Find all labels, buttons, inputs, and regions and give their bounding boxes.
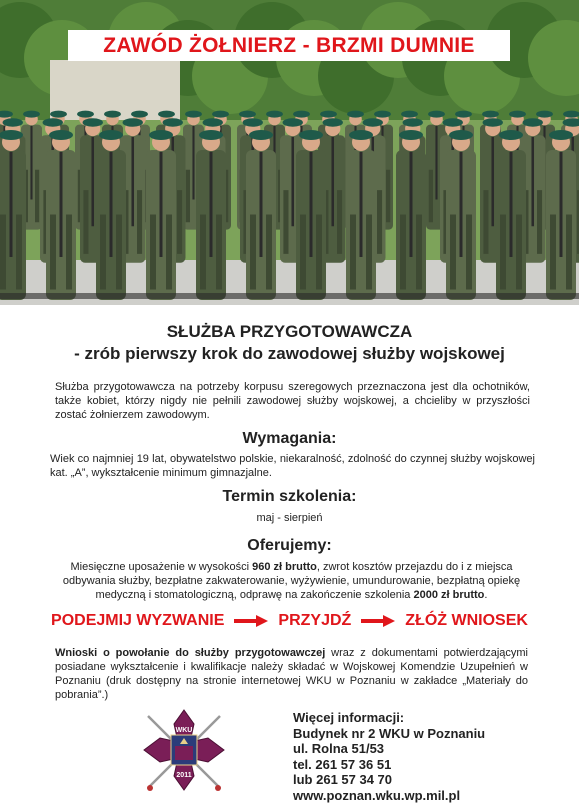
soldier-leg: [186, 170, 190, 223]
soldier-beret: [349, 130, 373, 140]
soldier-beret: [249, 130, 273, 140]
soldier-leg: [366, 215, 372, 290]
title-banner: [68, 30, 510, 61]
application-rest: wraz z dokumentami potwierdzającymi posiadane wykształcenie i kwalifikacje należy składać w Wojskowej Komendzie Uzupełnień w Poznaniu (druk dostępny na stronie internetowej WKU w Poznaniu w zakładce „Materiały do pobrania”.): [55, 647, 528, 701]
soldier-leg: [429, 170, 433, 223]
cta-step-3: ZŁÓŻ WNIOSEK: [405, 612, 528, 630]
service-subtitle: - zrób pierwszy krok do zawodowej służby wojskowej: [0, 344, 579, 364]
soldier-beret: [3, 118, 23, 127]
cta-step-1: PODEJMIJ WYZWANIE: [51, 612, 224, 630]
soldier-beret: [323, 118, 343, 127]
soldier-beret: [299, 130, 323, 140]
soldier-beret: [443, 118, 463, 127]
soldier-leg: [537, 190, 542, 254]
soldier-leg: [516, 215, 522, 290]
cta-step-2: PRZYJDŹ: [278, 612, 351, 630]
rifle: [210, 152, 213, 257]
soldier-leg: [100, 215, 106, 290]
soldier-leg: [483, 190, 488, 254]
offer-text: [60, 560, 523, 602]
rifle: [30, 126, 32, 200]
soldier-leg: [150, 215, 156, 290]
soldier-leg: [550, 215, 556, 290]
soldier-leg: [66, 215, 72, 290]
rifle: [91, 137, 94, 226]
soldier-beret: [243, 118, 263, 127]
soldier-leg: [0, 215, 6, 290]
soldier-beret: [239, 111, 256, 118]
soldier-beret: [320, 111, 337, 118]
soldier-beret: [401, 111, 418, 118]
soldier-leg: [566, 215, 572, 290]
offer-heading: Oferujemy:: [0, 537, 579, 555]
soldier-leg: [283, 190, 288, 254]
soldier-beret: [509, 111, 526, 118]
soldier-beret: [212, 111, 229, 118]
soldier-leg: [500, 215, 506, 290]
emblem-year: 2011: [176, 772, 191, 779]
service-title: SŁUŻBA PRZYGOTOWAWCZA: [0, 322, 579, 342]
arrow-right-icon: [361, 615, 395, 627]
soldier-leg: [177, 190, 182, 254]
offer-severance: 2000 zł brutto: [413, 589, 484, 601]
soldier-beret: [99, 130, 123, 140]
soldier-leg: [466, 215, 472, 290]
application-text: [55, 646, 528, 702]
soldier-leg: [377, 190, 382, 254]
soldier-leg: [216, 215, 222, 290]
soldier-leg: [116, 215, 122, 290]
soldier-beret: [199, 130, 223, 140]
soldier-leg: [386, 170, 390, 223]
arrow-right-icon: [234, 615, 268, 627]
soldier-leg: [350, 215, 356, 290]
soldier-beret: [163, 118, 183, 127]
rifle: [560, 152, 563, 257]
soldier-leg: [450, 215, 456, 290]
soldier-beret: [43, 118, 63, 127]
soldier-beret: [374, 111, 391, 118]
soldier-beret: [283, 118, 303, 127]
soldier-beret: [499, 130, 523, 140]
soldier-beret: [23, 111, 40, 118]
soldier-beret: [158, 111, 175, 118]
soldier-beret: [293, 111, 310, 118]
soldier-leg: [200, 215, 206, 290]
soldier-beret: [77, 111, 94, 118]
offer-text-end: .: [484, 589, 487, 601]
soldier-beret: [363, 118, 383, 127]
rifle: [131, 137, 134, 226]
wku-emblem-icon: [140, 706, 228, 794]
soldier-beret: [49, 130, 73, 140]
rifle: [291, 137, 294, 226]
soldier-leg: [83, 190, 88, 254]
soldier-leg: [266, 215, 272, 290]
intro-paragraph: Służba przygotowawcza na potrzeby korpusu szeregowych przeznaczona jest dla ochotników, także kobiet, którzy nigdy nie pełnili zawodowej służby wojskowej, a chcieliby w przyszłości zostać żołnierzem zawodowym.: [55, 380, 530, 422]
contact-phone-2: lub 261 57 34 70: [293, 772, 485, 788]
rifle: [10, 152, 13, 257]
emblem-top-text: WKU: [176, 727, 193, 734]
rifle: [192, 126, 194, 200]
rifle: [260, 152, 263, 257]
rifle: [360, 152, 363, 257]
rifle: [160, 152, 163, 257]
soldier-beret: [403, 118, 423, 127]
call-to-action: [0, 612, 579, 630]
soldier-beret: [50, 111, 67, 118]
contact-heading: Więcej informacji:: [293, 710, 485, 726]
soldier-leg: [316, 215, 322, 290]
soldier-leg: [137, 190, 142, 254]
soldier-beret: [523, 118, 543, 127]
requirements-text: Wiek co najmniej 19 lat, obywatelstwo polskie, niekaralność, zdolność do czynnej służby wojskowej kat. „A”, wykształcenie minimum gimnazjalne.: [50, 452, 535, 480]
page-title: ZAWÓD ŻOŁNIERZ - BRZMI DUMNIE: [103, 34, 475, 58]
soldier-leg: [416, 215, 422, 290]
training-heading: Termin szkolenia:: [0, 488, 579, 506]
rifle: [310, 152, 313, 257]
soldier-beret: [428, 111, 445, 118]
soldier-beret: [482, 111, 499, 118]
soldier-beret: [131, 111, 148, 118]
soldier-beret: [455, 111, 472, 118]
application-bold: Wnioski o powołanie do służby przygotowawczej: [55, 647, 325, 659]
soldier-beret: [83, 118, 103, 127]
soldier-beret: [203, 118, 223, 127]
soldier-leg: [400, 215, 406, 290]
contact-building: Budynek nr 2 WKU w Poznaniu: [293, 726, 485, 742]
requirements-heading: Wymagania:: [0, 430, 579, 448]
boots-line: [0, 293, 579, 299]
contact-street: ul. Rolna 51/53: [293, 741, 485, 757]
rifle: [110, 152, 113, 257]
soldier-leg: [166, 215, 172, 290]
soldier-leg: [250, 215, 256, 290]
soldier-leg: [50, 215, 56, 290]
offer-text-middle: , zwrot kosztów przejazdu do i z miejsca odbywania służby, bezpłatne zakwaterowanie, wyżywienie, umundurowanie, bezpłatną opiekę medyczną i stomatologiczną, odprawę na zakończenie szkolenia: [63, 561, 520, 601]
contact-website[interactable]: www.poznan.wku.wp.mil.pl: [293, 788, 485, 803]
soldier-beret: [347, 111, 364, 118]
soldier-beret: [123, 118, 143, 127]
rifle: [491, 137, 494, 226]
rifle: [460, 152, 463, 257]
soldier-beret: [399, 130, 423, 140]
soldier-beret: [483, 118, 503, 127]
soldier-leg: [35, 170, 39, 223]
soldier-beret: [0, 130, 23, 140]
offer-salary: 960 zł brutto: [252, 561, 317, 573]
rifle: [531, 137, 534, 226]
rifle: [331, 137, 334, 226]
soldier-leg: [300, 215, 306, 290]
wku-emblem: [140, 706, 228, 794]
soldier-beret: [449, 130, 473, 140]
training-dates: maj - sierpień: [0, 512, 579, 524]
contact-block: [293, 710, 485, 803]
contact-phone-1: tel. 261 57 36 51: [293, 757, 485, 773]
soldier-beret: [149, 130, 173, 140]
rifle: [60, 152, 63, 257]
soldier-beret: [185, 111, 202, 118]
soldier-beret: [549, 130, 573, 140]
rifle: [510, 152, 513, 257]
soldier-leg: [337, 190, 342, 254]
soldier-leg: [16, 215, 22, 290]
soldier-beret: [536, 111, 553, 118]
rifle: [410, 152, 413, 257]
soldier-beret: [104, 111, 121, 118]
rifle: [435, 126, 437, 200]
soldier-beret: [266, 111, 283, 118]
offer-text-start: Miesięczne uposażenie w wysokości: [70, 561, 252, 573]
